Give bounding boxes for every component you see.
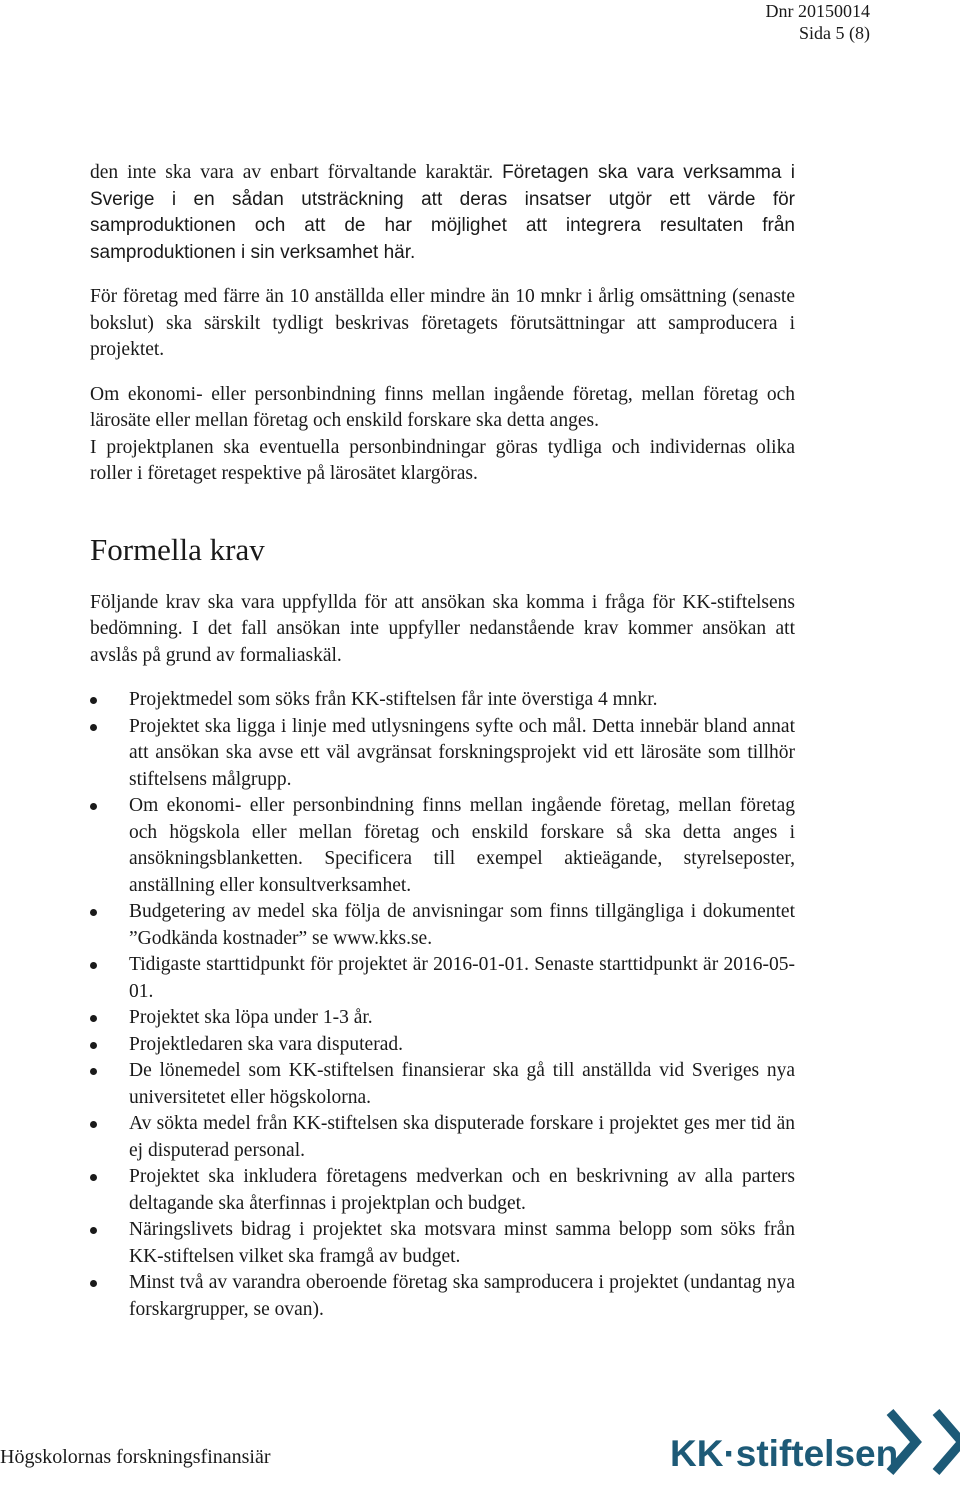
paragraph-bindings: Om ekonomi- eller personbindning finns mellan ingående företag, mellan företag och lärosäte eller mellan företag och enskild forskare ska detta anges.: [90, 383, 795, 431]
list-item: [90, 1032, 795, 1059]
list-item-text: Projektmedel som söks från KK-stiftelsen får inte överstiga 4 mnkr.: [129, 689, 658, 710]
paragraph-project-plan: I projektplanen ska eventuella personbindningar göras tydliga och individernas olika roller i företaget respektive på lärosätet klargöras.: [90, 436, 795, 484]
bullet-icon: [90, 1068, 97, 1075]
list-item: [90, 714, 795, 794]
list-item-text: Näringslivets bidrag i projektet ska motsvara minst samma belopp som söks från KK-stiftelsen vilket ska framgå av budget.: [129, 1219, 795, 1267]
bullet-icon: [90, 1121, 97, 1128]
bullet-icon: [90, 1227, 97, 1234]
list-item: [90, 1111, 795, 1164]
document-body: [90, 160, 795, 1323]
list-item-text: Av sökta medel från KK-stiftelsen ska disputerade forskare i projektet ges mer tid än ej disputerad personal.: [129, 1113, 795, 1161]
list-item: [90, 1217, 795, 1270]
list-item-text: Projektledaren ska vara disputerad.: [129, 1033, 403, 1055]
page-header: [766, 0, 871, 44]
list-item-text: Projektet ska löpa under 1-3 år.: [129, 1007, 373, 1028]
section-heading: Formella krav: [90, 531, 265, 567]
list-item-text: Projektet ska ligga i linje med utlysningens syfte och mål. Detta innebär bland annat att ansökan ska avse ett väl avgränsat forskningsprojekt vid ett lärosäte som tillhör stiftelsens målgrupp.: [129, 715, 795, 790]
list-item-text: Projektet ska inkludera företagens medverkan och en beskrivning av alla parters deltagande ska återfinnas i projektplan och budget.: [129, 1166, 795, 1214]
list-item: [90, 1164, 795, 1217]
paragraph-companies: [90, 160, 795, 266]
list-item-text: De lönemedel som KK-stiftelsen finansierar ska gå till anställda vid Sveriges nya universitetet eller högskolorna.: [129, 1060, 795, 1108]
document-number: Dnr 20150014: [765, 1, 870, 21]
bullet-icon: [90, 803, 97, 810]
bullet-icon: [90, 724, 97, 731]
list-item: [90, 793, 795, 899]
paragraph-small-companies: För företag med färre än 10 anställda eller mindre än 10 mnkr i årlig omsättning (senaste bokslut) ska särskilt tydligt beskrivas företagets förutsättningar att samproducera i projektet.: [90, 286, 795, 360]
page-number: Sida 5 (8): [799, 23, 870, 43]
paragraph-companies-continued: Företagen ska vara verksamma i Sverige i en sådan utsträckning att deras insatser utgör ett värde för samproduktionen och att de har möjlighet att integrera resultaten från samproduktionen i sin verksamhet här.: [90, 162, 796, 263]
footer-tagline: Högskolornas forskningsfinansiär: [0, 1446, 271, 1468]
list-item: [90, 687, 795, 714]
logo-wordmark: KK·stiftelsen: [670, 1433, 899, 1474]
list-item: [90, 1270, 795, 1323]
bullet-icon: [90, 1280, 97, 1287]
list-item: [90, 899, 795, 952]
bullet-icon: [90, 697, 97, 704]
paragraph-companies-start: den inte ska vara av enbart förvaltande karaktär.: [90, 162, 494, 183]
list-item: [90, 952, 795, 1005]
requirements-list: [90, 687, 795, 1323]
list-item: [90, 1058, 795, 1111]
bullet-icon: [90, 1015, 97, 1022]
bullet-icon: [90, 1174, 97, 1181]
bullet-icon: [90, 909, 97, 916]
bullet-icon: [90, 962, 97, 969]
list-item-text: Om ekonomi- eller personbindning finns mellan ingående företag, mellan företag och högskola eller mellan företag och enskild forskare så ska detta anges i ansökningsblanketten. Specificera till exempel aktieägande, styrelseposter, anställning eller konsultverksamhet.: [129, 795, 795, 896]
bullet-icon: [90, 1042, 97, 1049]
logo-chevron-2-icon: [936, 1412, 960, 1472]
list-item-text: Tidigaste starttidpunkt för projektet är 2016-01-01. Senaste starttidpunkt är 2016-05-01.: [129, 954, 795, 1002]
kk-stiftelsen-logo: [668, 1402, 960, 1482]
paragraph-formal-intro: Följande krav ska vara uppfyllda för att ansökan ska komma i fråga för KK-stiftelsens bedömning. I det fall ansökan inte uppfyller nedanstående krav kommer ansökan att avslås på grund av formaliaskäl.: [90, 591, 795, 666]
list-item: [90, 1005, 795, 1032]
list-item-text: Minst två av varandra oberoende företag ska samproducera i projektet (undantag nya forskargrupper, se ovan).: [129, 1272, 795, 1320]
list-item-text: Budgetering av medel ska följa de anvisningar som finns tillgängliga i dokumentet ”Godkända kostnader” se www.kks.se.: [129, 901, 795, 949]
